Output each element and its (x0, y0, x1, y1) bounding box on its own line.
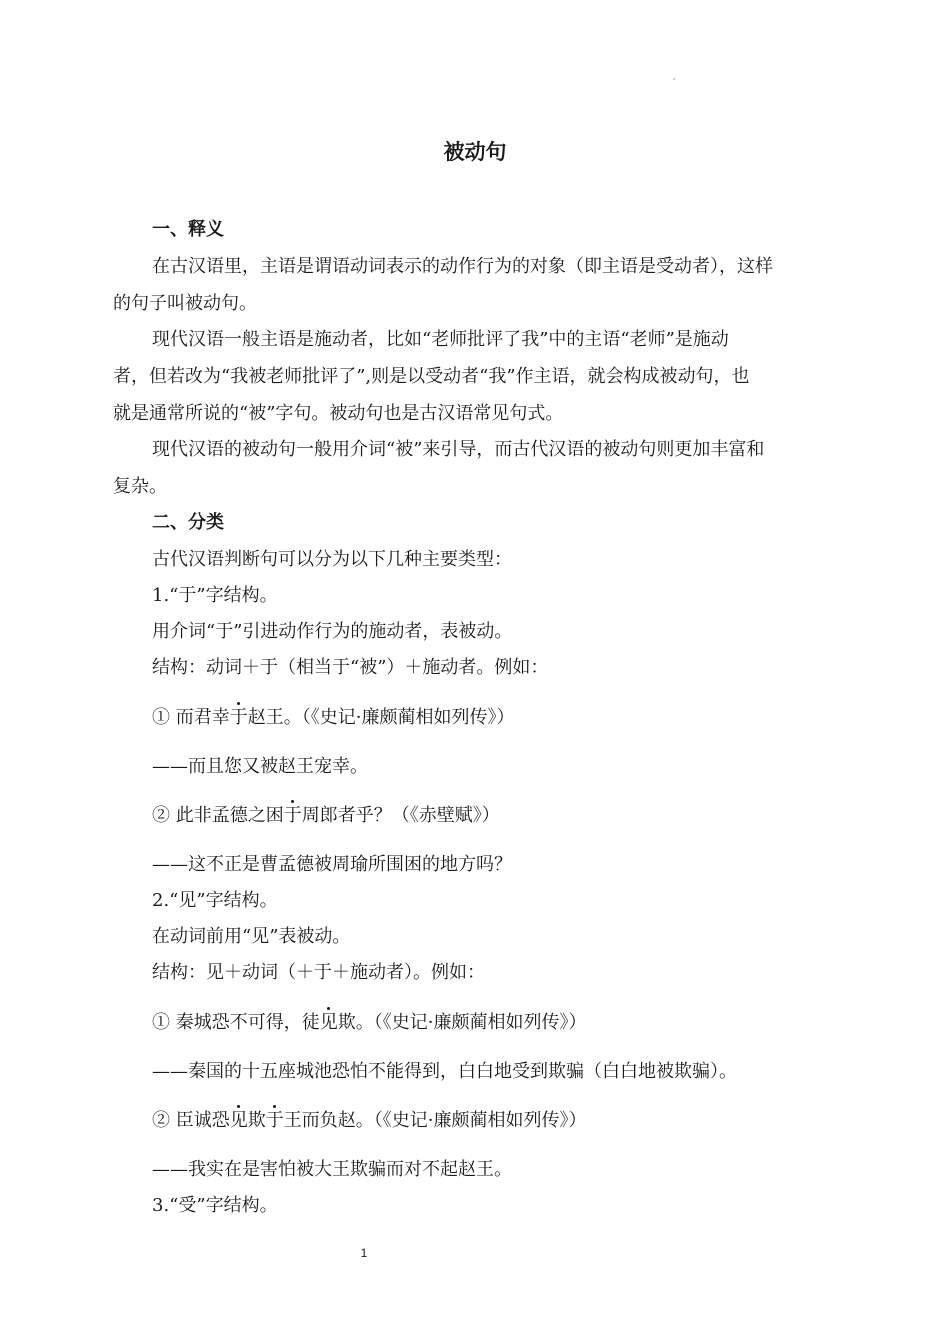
example-text: 赵王。（《史记·廉颇蔺相如列传》） (247, 707, 515, 728)
paragraph-line: 复杂。 (113, 476, 167, 497)
type-structure: 结构：动词＋于（相当于“被”）＋施动者。例如： (152, 657, 549, 678)
paragraph-line: 现代汉语一般主语是施动者，比如“老师批评了我”中的主语“老师”是施动 (152, 329, 729, 350)
example-text: 王而负赵。（《史记·廉颇蔺相如列传》） (283, 1110, 587, 1131)
paragraph-line: 在古汉语里，主语是谓语动词表示的动作行为的对象（即主语是受动者），这样 (152, 256, 773, 277)
example-sentence (152, 1010, 950, 1036)
example-text: ① 而君幸 (152, 707, 230, 728)
example-translation: ——我实在是害怕被大王欺骗而对不起赵王。 (152, 1159, 512, 1180)
type-title: 1.“于”字结构。 (152, 585, 278, 606)
emphasized-char: 于 (283, 805, 302, 826)
paragraph-line: 现代汉语的被动句一般用介词“被”来引导，而古代汉语的被动句则更加丰富和 (152, 439, 765, 460)
example-translation: ——而且您又被赵王宠幸。 (152, 756, 368, 777)
example-sentence (152, 1108, 950, 1134)
example-translation: ——这不正是曹孟德被周瑜所围困的地方吗？ (152, 854, 512, 875)
example-text: ② 此非孟德之困 (152, 805, 284, 826)
example-text: 周郎者乎？（《赤壁赋》） (301, 805, 500, 826)
section-heading-classification: 二、分类 (152, 512, 224, 533)
type-description: 在动词前用“见”表被动。 (152, 926, 351, 947)
example-text: ① 秦城恐不可得，徒 (152, 1012, 320, 1033)
emphasized-char: 见 (319, 1012, 338, 1033)
emphasized-char: 见 (229, 1110, 248, 1131)
paragraph-line: 者，但若改为“我被老师批评了”,则是以受动者“我”作主语，就会构成被动句，也 (113, 366, 750, 387)
paragraph-line: 古代汉语判断句可以分为以下几种主要类型： (152, 549, 512, 570)
paragraph-line: 就是通常所说的“被”字句。被动句也是古汉语常见句式。 (113, 403, 564, 424)
type-title: 3.“受”字结构。 (152, 1195, 278, 1216)
type-structure: 结构：见＋动词（＋于＋施动者）。例如： (152, 962, 485, 983)
section-heading-definition: 一、释义 (152, 219, 224, 240)
type-title: 2.“见”字结构。 (152, 890, 278, 911)
scan-speck (673, 78, 675, 80)
emphasized-char: 于 (265, 1110, 284, 1131)
example-text: 欺 (247, 1110, 266, 1131)
example-sentence (152, 803, 950, 829)
paragraph-line: 的句子叫被动句。 (113, 293, 257, 314)
emphasized-char: 于 (229, 707, 248, 728)
example-sentence (152, 705, 950, 731)
page-title: 被动句 (443, 140, 507, 164)
example-text: ② 臣诚恐 (152, 1110, 230, 1131)
example-translation: ——秦国的十五座城池恐怕不能得到，白白地受到欺骗（白白地被欺骗）。 (152, 1061, 737, 1082)
type-description: 用介词“于”引进动作行为的施动者，表被动。 (152, 621, 513, 642)
example-text: 欺。（《史记·廉颇蔺相如列传》） (337, 1012, 587, 1033)
page-number: 1 (360, 1246, 368, 1260)
